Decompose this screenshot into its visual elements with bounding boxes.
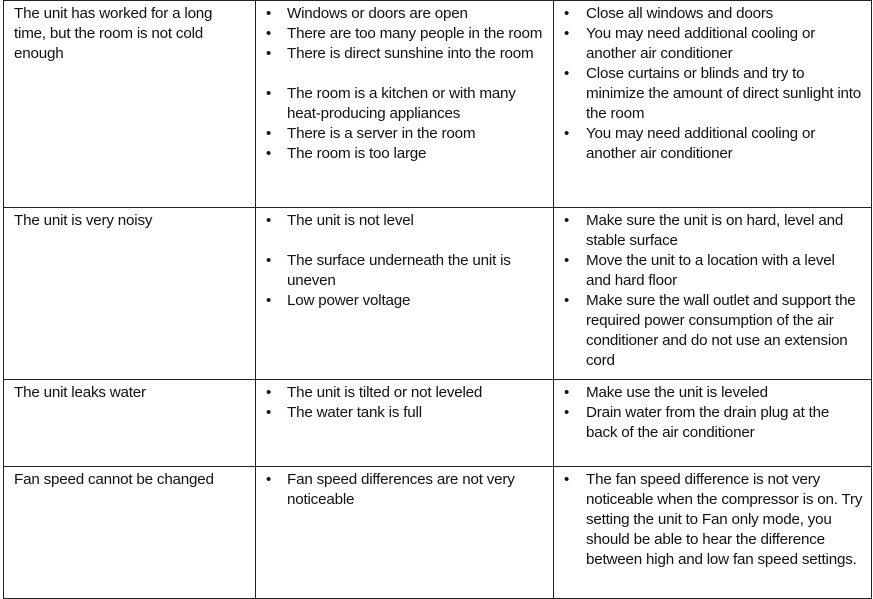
cause-list: [266, 470, 545, 510]
solution-list: [564, 4, 863, 164]
list-item: • There is direct sunshine into the room: [266, 44, 545, 64]
solution-cell: [554, 467, 872, 599]
table-row: [4, 467, 872, 599]
list-item: • The fan speed difference is not very noticeable when the compressor is on. Try setting the unit to Fan only mode, you should be able to hear the difference between high and low fan speed settings.: [564, 470, 863, 570]
cause-list: [266, 383, 545, 423]
list-item: • Move the unit to a location with a level and hard floor: [564, 251, 863, 291]
problem-cell: The unit has worked for a long time, but the room is not cold enough: [4, 1, 256, 208]
list-item: • Drain water from the drain plug at the back of the air conditioner: [564, 403, 863, 443]
list-item: • There are too many people in the room: [266, 24, 545, 44]
list-item: • Low power voltage: [266, 291, 545, 311]
list-item: • Close all windows and doors: [564, 4, 863, 24]
problem-cell: Fan speed cannot be changed: [4, 467, 256, 599]
cause-list: [266, 211, 545, 311]
cause-cell: [256, 380, 554, 467]
cause-cell: [256, 467, 554, 599]
cause-list: [266, 4, 545, 164]
problem-cell: The unit is very noisy: [4, 208, 256, 380]
list-item: • The room is too large: [266, 144, 545, 164]
list-item: • You may need additional cooling or another air conditioner: [564, 124, 863, 164]
list-item: • The water tank is full: [266, 403, 545, 423]
solution-cell: [554, 208, 872, 380]
solution-list: [564, 211, 863, 371]
list-item: • The surface underneath the unit is uneven: [266, 251, 545, 291]
list-item: • Windows or doors are open: [266, 4, 545, 24]
list-item: • The unit is tilted or not leveled: [266, 383, 545, 403]
list-item: • The room is a kitchen or with many heat-producing appliances: [266, 84, 545, 124]
list-item: • Close curtains or blinds and try to minimize the amount of direct sunlight into the room: [564, 64, 863, 124]
list-item: • Make use the unit is leveled: [564, 383, 863, 403]
table-row: [4, 208, 872, 380]
list-item: • Make sure the unit is on hard, level and stable surface: [564, 211, 863, 251]
solution-list: [564, 470, 863, 570]
troubleshooting-table: [3, 0, 872, 599]
table-row: [4, 380, 872, 467]
problem-cell: The unit leaks water: [4, 380, 256, 467]
cause-cell: [256, 208, 554, 380]
cause-cell: [256, 1, 554, 208]
list-item: • Fan speed differences are not very noticeable: [266, 470, 545, 510]
table-row: [4, 1, 872, 208]
list-item: • The unit is not level: [266, 211, 545, 231]
list-item: • Make sure the wall outlet and support the required power consumption of the air conditioner and do not use an extension cord: [564, 291, 863, 371]
list-item: • You may need additional cooling or another air conditioner: [564, 24, 863, 64]
solution-cell: [554, 1, 872, 208]
solution-list: [564, 383, 863, 443]
solution-cell: [554, 380, 872, 467]
list-item: • There is a server in the room: [266, 124, 545, 144]
